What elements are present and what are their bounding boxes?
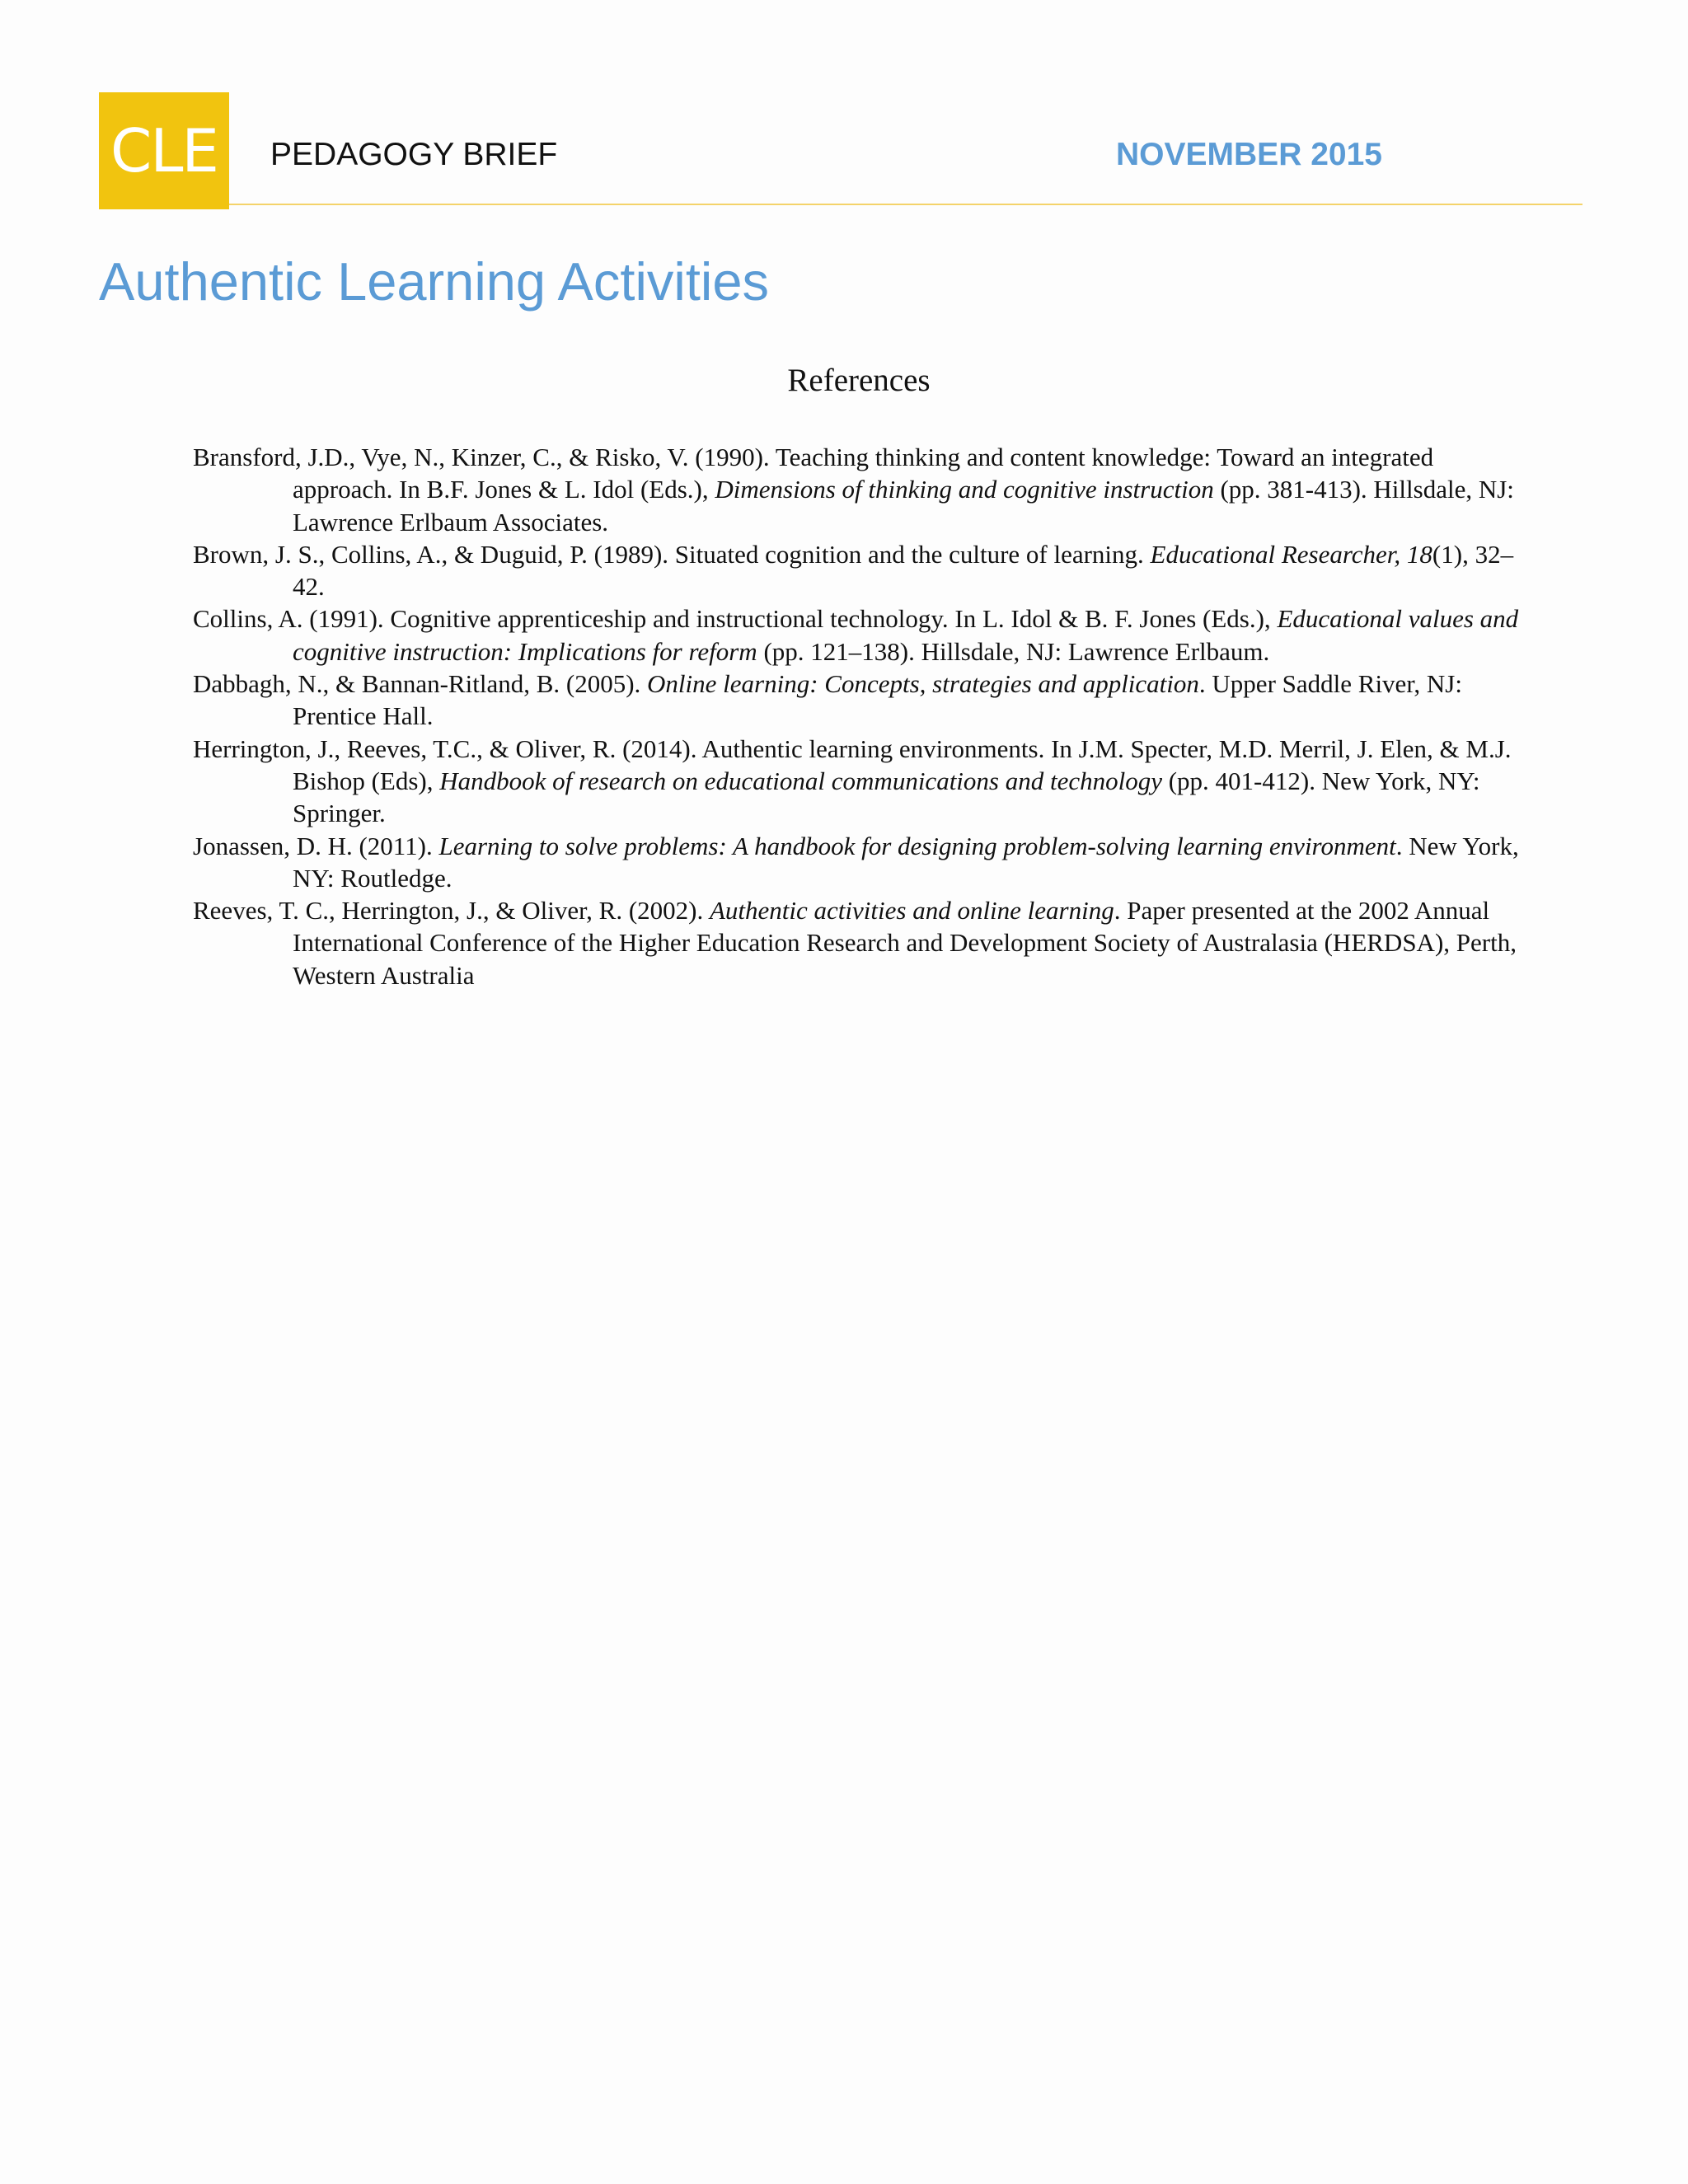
reference-item: Reeves, T. C., Herrington, J., & Oliver, R. (2002). Authentic activities and online learning. Paper presented at the 2002 Annual International Conference of the Higher Education Research and Development Society of Australasia (HERDSA), Perth, Western Australia [193,896,1517,990]
reference-item: Bransford, J.D., Vye, N., Kinzer, C., & Risko, V. (1990). Teaching thinking and content knowledge: Toward an integrated approach. In B.F. Jones & L. Idol (Eds.), Dimensions of thinking and cognitive instruction (pp. 381-413). Hillsdale, NJ: Lawrence Erlbaum Associates. [193,443,1514,537]
reference-item: Brown, J. S., Collins, A., & Duguid, P. (1989). Situated cognition and the culture of learning. Educational Researcher, 18(1), 32– 42. [193,539,1514,602]
reference-item: Collins, A. (1991). Cognitive apprenticeship and instructional technology. In L. Idol & B. F. Jones (Eds.), Educational values and cognitive instruction: Implications for reform (pp. 121–138). Hillsdale, NJ: Lawrence Erlbaum. [193,604,1519,666]
reference-item: Jonassen, D. H. (2011). Learning to solve problems: A handbook for designing problem-solving learning environment. New York, NY: Routledge. [193,831,1519,893]
page-title: Authentic Learning Activities [99,251,769,312]
reference-item: Dabbagh, N., & Bannan-Ritland, B. (2005). Online learning: Concepts, strategies and application. Upper Saddle River, NJ: Prentice Hall. [193,669,1462,731]
issue-date: NOVEMBER 2015 [1116,137,1382,172]
references-heading: References [787,363,931,398]
reference-item: Herrington, J., Reeves, T.C., & Oliver, R. (2014). Authentic learning environments. In J.M. Specter, M.D. Merril, J. Elen, & M.J. Bishop (Eds), Handbook of research on educational communications and technology (pp. 401-412). New York, NY: Springer. [193,733,1512,828]
reference-list [193,441,1522,991]
header-divider [229,204,1582,205]
cle-logo: CLE [99,92,229,209]
brief-type-label: PEDAGOGY BRIEF [270,137,558,172]
